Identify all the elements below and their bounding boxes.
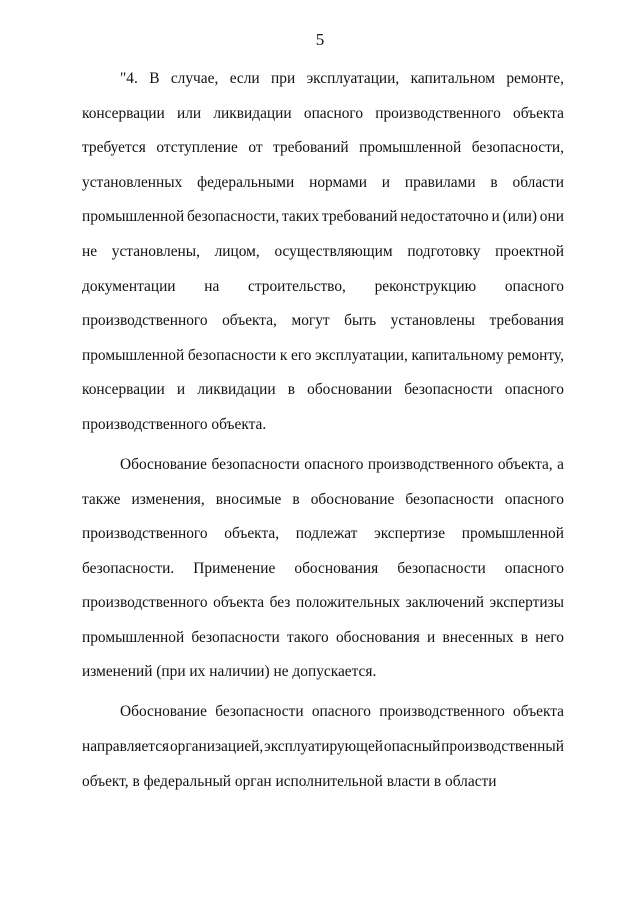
word: промышленной bbox=[82, 346, 185, 364]
text-line bbox=[82, 517, 564, 552]
word: области bbox=[512, 173, 564, 191]
word: объекта bbox=[513, 703, 564, 721]
word: правилами bbox=[404, 173, 476, 191]
word: обоснования bbox=[335, 628, 420, 646]
text-line bbox=[82, 339, 564, 374]
word: документации bbox=[82, 277, 176, 295]
word: безопасности bbox=[187, 346, 277, 364]
word: безопасности, bbox=[186, 208, 280, 226]
word: безопасности bbox=[397, 559, 486, 577]
word: заключений bbox=[405, 594, 484, 612]
word: промышленной bbox=[82, 208, 185, 226]
word: опасного bbox=[504, 490, 564, 508]
word: промышленной bbox=[82, 628, 185, 646]
word: капитальном bbox=[410, 70, 495, 87]
word: производственного bbox=[82, 312, 208, 330]
word: объекта, bbox=[497, 455, 553, 473]
word: (или) bbox=[502, 208, 537, 226]
word: изменения, bbox=[131, 490, 205, 508]
word: от bbox=[248, 139, 263, 157]
word: опасного bbox=[504, 277, 564, 295]
word: экспертизы bbox=[489, 594, 564, 612]
text-line bbox=[82, 373, 564, 408]
word: они bbox=[539, 208, 564, 226]
text-line bbox=[82, 97, 564, 132]
word: требований bbox=[273, 139, 349, 157]
word: безопасности bbox=[211, 455, 300, 473]
word: Обоснование bbox=[120, 703, 207, 721]
word: в bbox=[292, 490, 300, 508]
word: безопасности bbox=[404, 381, 493, 399]
word: консервации bbox=[82, 381, 165, 399]
word: консервации bbox=[82, 104, 165, 122]
word: организацией, bbox=[169, 738, 264, 756]
word: недостаточно bbox=[400, 208, 489, 226]
word: объекта, bbox=[224, 525, 280, 543]
text-line bbox=[82, 131, 564, 166]
word: проектной bbox=[495, 242, 564, 260]
word: в bbox=[490, 173, 498, 191]
word: подготовку bbox=[407, 242, 481, 260]
word: объекта bbox=[213, 594, 265, 612]
word: и bbox=[427, 628, 436, 646]
word: обоснования bbox=[294, 559, 379, 577]
word: вносимые bbox=[215, 490, 282, 508]
word: ремонте, bbox=[506, 70, 564, 87]
word: Применение bbox=[193, 559, 276, 577]
word: Обоснование bbox=[120, 455, 207, 473]
word: него bbox=[535, 628, 564, 646]
text-line bbox=[82, 695, 564, 730]
text-line bbox=[82, 270, 564, 305]
word: объекта, bbox=[222, 312, 277, 330]
word: безопасности bbox=[405, 490, 494, 508]
document-body bbox=[82, 62, 564, 799]
word: внесенных bbox=[442, 628, 514, 646]
word: капитальному bbox=[411, 346, 504, 364]
word: реконструкцию bbox=[374, 277, 477, 295]
word: безопасности bbox=[215, 703, 304, 721]
word: опасного bbox=[504, 381, 564, 399]
word: такого bbox=[286, 628, 329, 646]
word: эксплуатации, bbox=[306, 70, 400, 87]
word: федеральными bbox=[197, 173, 295, 191]
word: и bbox=[491, 208, 500, 226]
word: быть bbox=[344, 312, 377, 330]
word: установленных bbox=[82, 173, 183, 191]
word: объекта bbox=[513, 104, 564, 122]
text-line bbox=[82, 730, 564, 765]
word: на bbox=[204, 277, 220, 295]
text-line bbox=[82, 448, 564, 483]
word: направляется bbox=[82, 738, 170, 756]
word: обосновании bbox=[307, 381, 393, 399]
word: опасный bbox=[383, 738, 441, 756]
word: если bbox=[229, 70, 260, 87]
text-line bbox=[82, 621, 564, 656]
word: отступление bbox=[156, 139, 238, 157]
word: ликвидации bbox=[197, 381, 276, 399]
word: подлежат bbox=[295, 525, 358, 543]
page-number: 5 bbox=[315, 30, 325, 49]
word: требуется bbox=[82, 139, 146, 157]
word: эксплуатирующей bbox=[264, 738, 384, 756]
word: установлены bbox=[390, 312, 475, 330]
word: или bbox=[177, 104, 202, 122]
word: требования bbox=[489, 312, 564, 330]
text-line bbox=[82, 235, 564, 270]
word: осуществляющим bbox=[274, 242, 393, 260]
word: не bbox=[82, 242, 98, 260]
word: к bbox=[279, 346, 288, 364]
word: безопасности. bbox=[82, 559, 175, 577]
word: положительных bbox=[295, 594, 401, 612]
text-line bbox=[82, 200, 564, 235]
word: установлены, bbox=[111, 242, 200, 260]
word: в bbox=[287, 381, 296, 399]
text-line bbox=[82, 304, 564, 339]
word: промышленной bbox=[461, 525, 564, 543]
word: также bbox=[82, 490, 121, 508]
text-line bbox=[82, 62, 564, 97]
word: промышленной bbox=[359, 139, 462, 157]
word: таких bbox=[281, 208, 320, 226]
word: производственного bbox=[375, 104, 501, 122]
word: в bbox=[520, 628, 529, 646]
word: лицом, bbox=[214, 242, 260, 260]
paragraph bbox=[82, 62, 564, 443]
word: экспертизе bbox=[374, 525, 446, 543]
word: обоснование bbox=[310, 490, 395, 508]
word: "4. bbox=[120, 70, 138, 87]
word: ремонту, bbox=[507, 346, 564, 364]
text-line bbox=[82, 586, 564, 621]
word: строительство, bbox=[248, 277, 346, 295]
word: безопасности, bbox=[471, 139, 564, 157]
word: могут bbox=[291, 312, 330, 330]
word: при bbox=[271, 70, 296, 87]
word: эксплуатации, bbox=[315, 346, 408, 364]
word: производственного bbox=[82, 525, 208, 543]
word: производственного bbox=[367, 455, 494, 473]
word: безопасности bbox=[191, 628, 280, 646]
word: производственного bbox=[82, 594, 208, 612]
text-line bbox=[82, 483, 564, 518]
text-line bbox=[82, 552, 564, 587]
word: опасного bbox=[304, 455, 364, 473]
text-line: производственного объекта. bbox=[82, 415, 267, 433]
word: случае, bbox=[170, 70, 219, 87]
word: требований bbox=[321, 208, 398, 226]
word: и bbox=[176, 381, 186, 399]
word: опасного bbox=[504, 559, 564, 577]
text-line bbox=[82, 166, 564, 201]
word: его bbox=[291, 346, 312, 364]
paragraph bbox=[82, 695, 564, 799]
word: опасного bbox=[311, 703, 371, 721]
word: опасного bbox=[303, 104, 364, 122]
text-line: объект, в федеральный орган исполнительной власти в области bbox=[82, 772, 497, 790]
word: а bbox=[557, 455, 564, 473]
word: производственного bbox=[379, 703, 505, 721]
word: ликвидации bbox=[213, 104, 292, 122]
word: без bbox=[269, 594, 291, 612]
word: В bbox=[149, 70, 160, 87]
word: и bbox=[381, 173, 391, 191]
word: нормами bbox=[309, 173, 367, 191]
paragraph bbox=[82, 448, 564, 690]
word: производственный bbox=[441, 738, 564, 756]
text-line: изменений (при их наличии) не допускается. bbox=[82, 663, 377, 681]
